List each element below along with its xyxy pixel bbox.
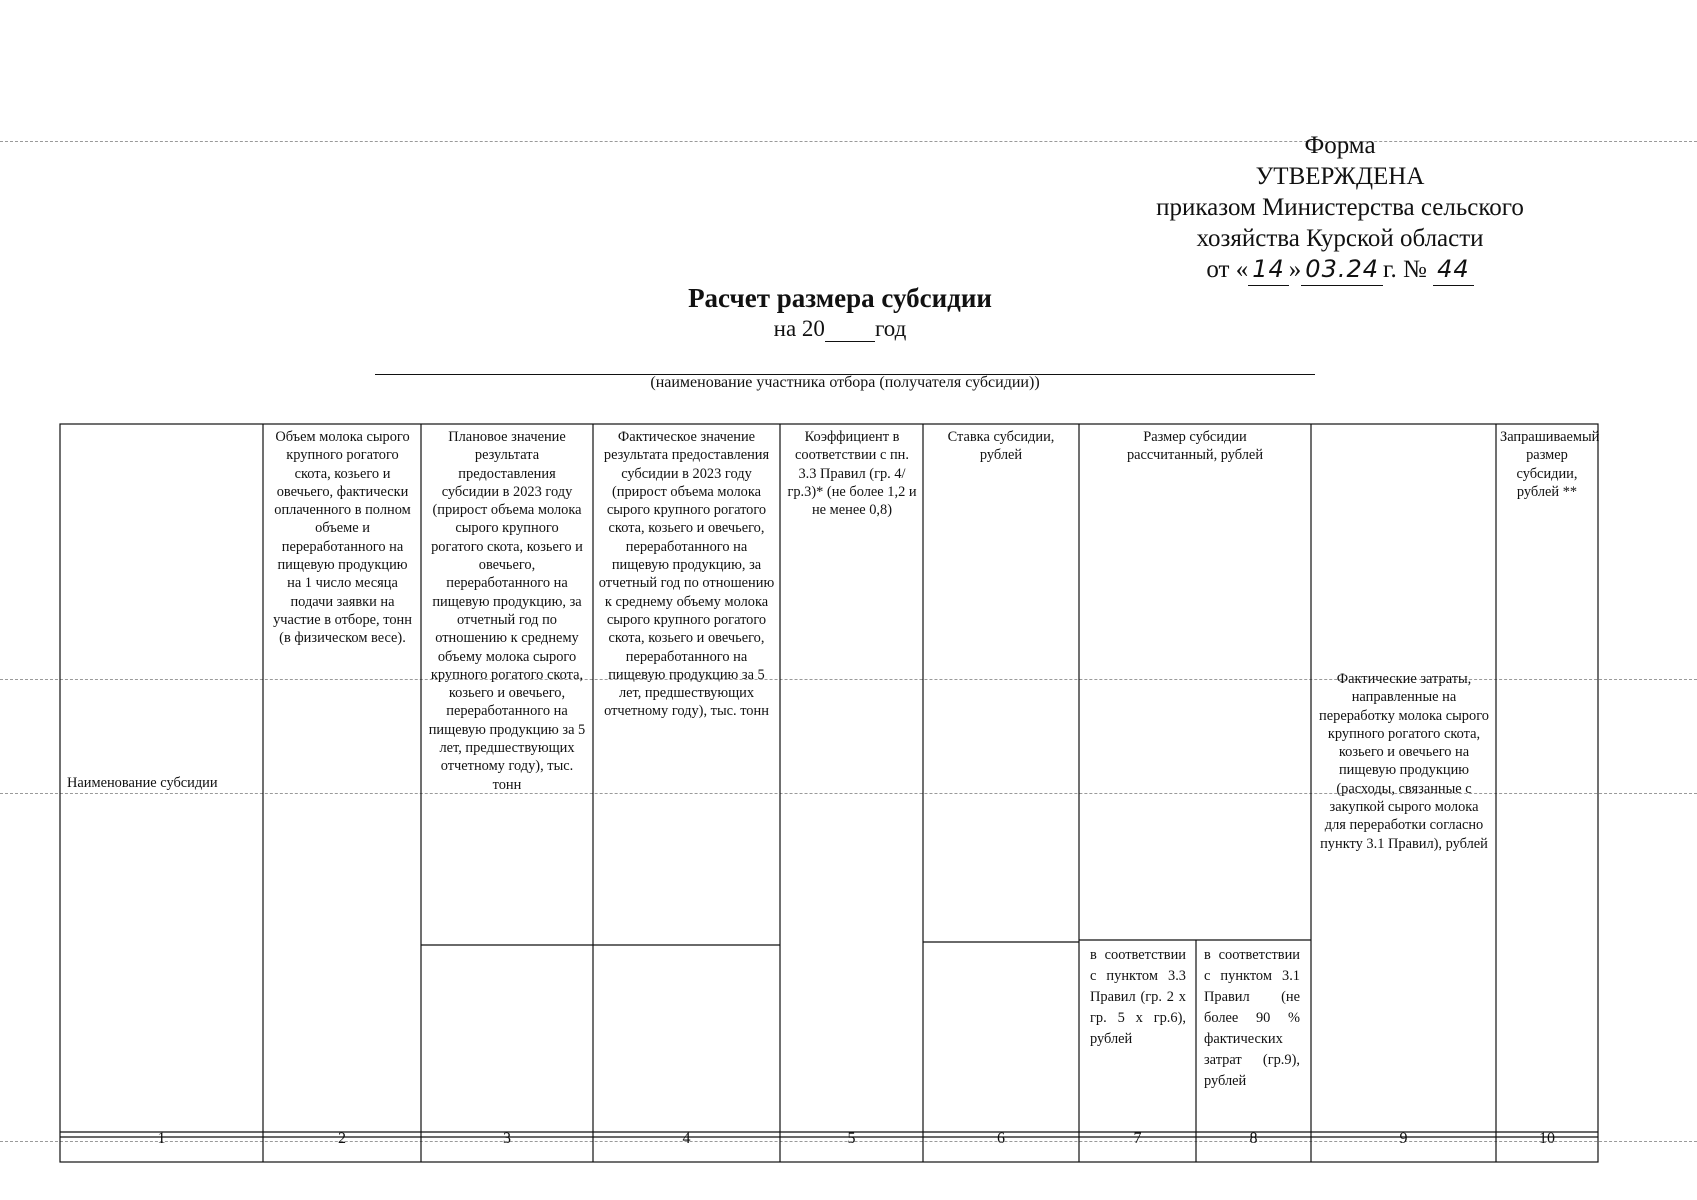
- col1-header: Наименование субсидии: [67, 775, 218, 791]
- col-number-7: 7: [1133, 1130, 1142, 1147]
- col-number-8: 8: [1249, 1130, 1258, 1147]
- approval-date-suffix: г. №: [1383, 256, 1427, 283]
- col10-header: Запрашиваемый размер субсидии, рублей **: [1500, 429, 1600, 500]
- approval-line-ministry: хозяйства Курской области: [1196, 225, 1484, 252]
- col4-header: Фактическое значение результата предоставления субсидии в 2023 году (прирост объема молока сырого крупного рогатого скота, козьего и овечьего, переработанного на пищевую продукцию, за отчетный год по отношению к среднему объему молока сырого крупного рогатого скота, козьего и овечьего, переработанного на пищевую продукцию за 5 лет, предшествующих отчетному году), тыс. тонн: [598, 429, 775, 720]
- col78-group-header: Размер субсидии рассчитанный, рублей: [1126, 429, 1264, 464]
- col2-header: Объем молока сырого крупного рогатого скота, козьего и овечьего, фактически оплаченного в полном объеме и переработанного на пищевую продукцию на 1 число месяца подачи заявки на участие в отборе, тонн (в физическом весе).: [273, 429, 412, 647]
- participant-caption: (наименование участника отбора (получателя субсидии)): [650, 374, 1040, 391]
- subtitle-suffix: год: [874, 316, 907, 341]
- col9-header: Фактические затраты, направленные на переработку молока сырого крупного рогатого скота, козьего и овечьего на пищевую продукцию (расходы, связанные с закупкой сырого молока для переработки согласно пункту 3.1 Правил), рублей: [1319, 671, 1489, 852]
- page-title: Расчет размера субсидии: [688, 283, 992, 313]
- approval-number: 44: [1433, 254, 1474, 286]
- col-number-6: 6: [997, 1130, 1005, 1147]
- approval-line-order: приказом Министерства сельского: [1156, 194, 1524, 221]
- col-number-2: 2: [338, 1130, 346, 1147]
- approval-line-form: Форма: [1304, 132, 1376, 159]
- subtitle-prefix: на 20: [773, 316, 825, 341]
- col3-header: Плановое значение результата предоставления субсидии в 2023 году (прирост объема молока сырого крупного рогатого скота, козьего и овечьего, переработанного на пищевую продукцию, за отчетный год по отношению к среднему объему молока сырого крупного рогатого скота, козьего и овечьего, переработанного на пищевую продукцию за 5 лет, предшествующих отчетному году), тыс. тонн: [428, 429, 586, 793]
- approval-date-prefix: от «: [1206, 256, 1249, 283]
- approval-month-year: 03.24: [1301, 254, 1383, 286]
- col-number-5: 5: [847, 1130, 856, 1147]
- col-number-10: 10: [1539, 1130, 1555, 1147]
- approval-date-mid: »: [1288, 256, 1302, 283]
- col6-header: Ставка субсидии, рублей: [947, 429, 1055, 464]
- approval-day: 14: [1248, 254, 1289, 286]
- approval-line-approved: УТВЕРЖДЕНА: [1255, 163, 1425, 190]
- col7-header: в соответствии с пунктом 3.3 Правил (гр. 2 х гр. 5 х гр.6), рублей: [1090, 947, 1186, 1047]
- col-number-9: 9: [1399, 1130, 1408, 1147]
- col-number-3: 3: [503, 1130, 511, 1147]
- col-number-1: 1: [157, 1130, 166, 1147]
- col5-header: Коэффициент в соответствии с пн. 3.3 Правил (гр. 4/гр.3)* (не более 1,2 и не менее 0,8): [787, 429, 917, 519]
- col-number-4: 4: [682, 1130, 691, 1147]
- col8-header: в соответствии с пунктом 3.1 Правил (не более 90 % фактических затрат (гр.9), рублей: [1204, 947, 1300, 1089]
